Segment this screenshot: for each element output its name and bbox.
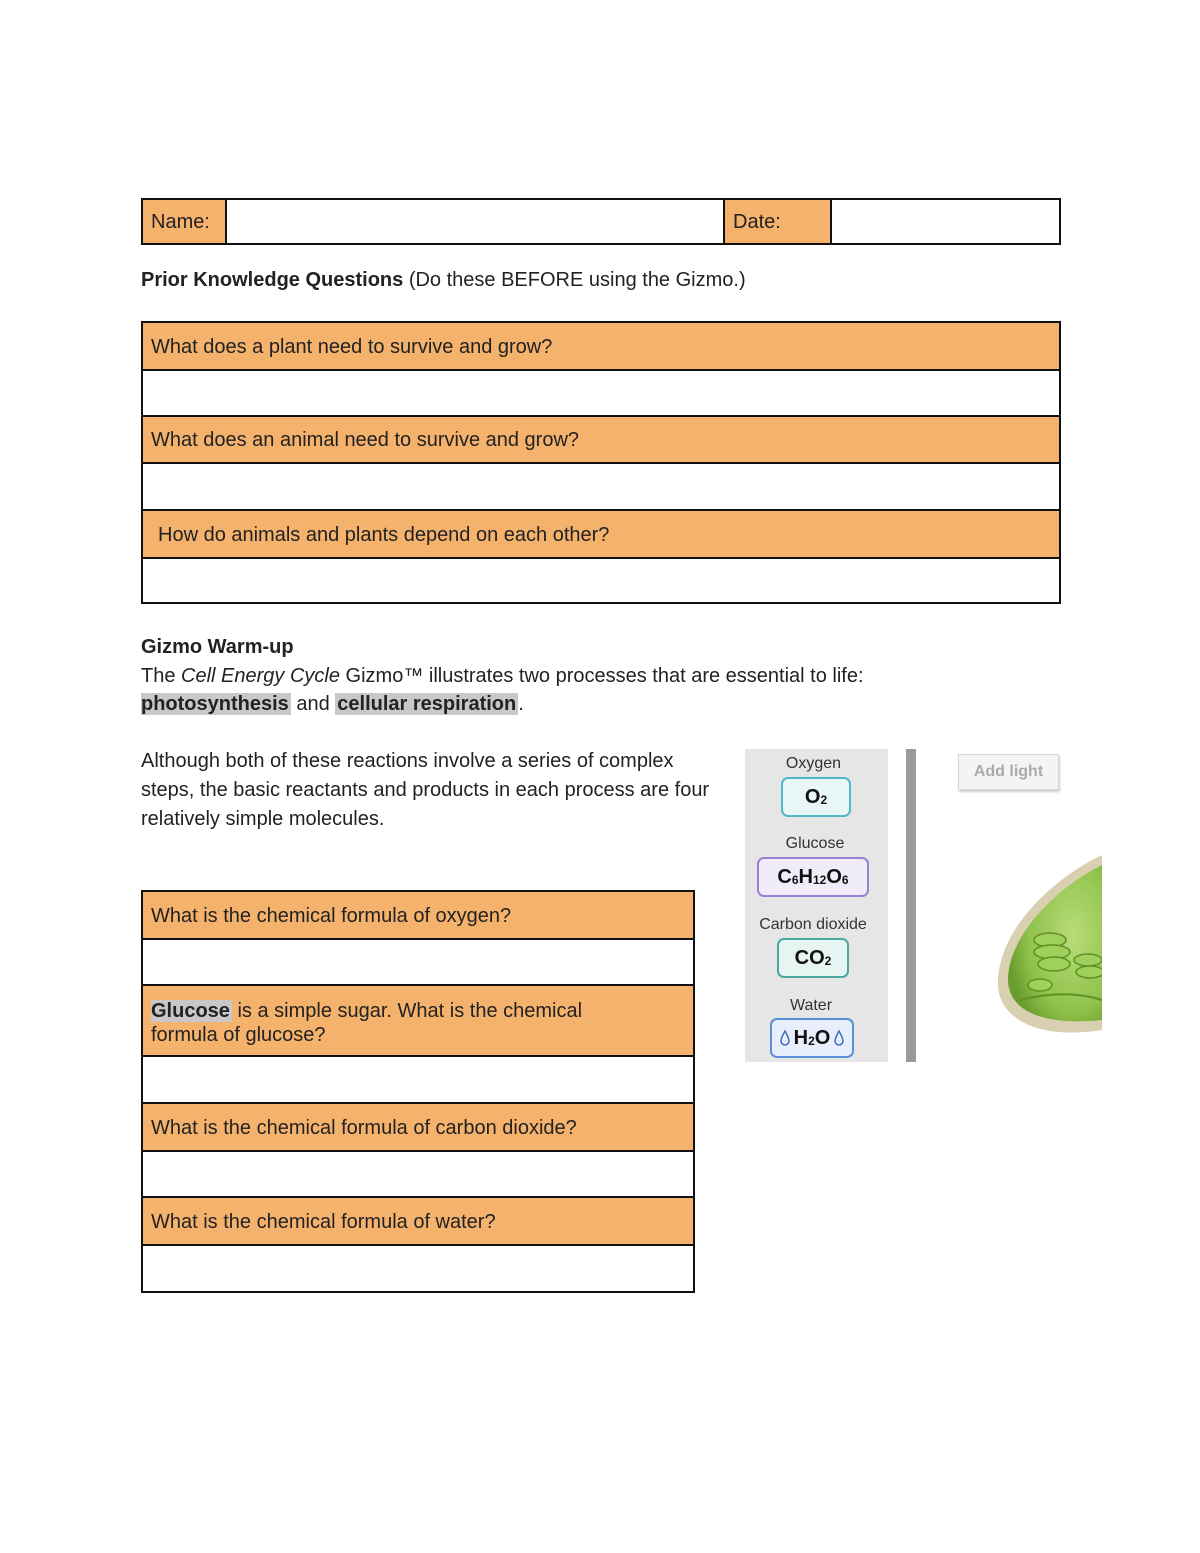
co2-label: Carbon dioxide xyxy=(759,916,867,933)
gizmo-molecule-panel xyxy=(745,749,888,1062)
prior-answer-1[interactable] xyxy=(141,369,1061,417)
glucose-molecule-button[interactable] xyxy=(757,857,869,897)
warmup-answer-4[interactable] xyxy=(141,1244,695,1293)
glucose-o-sub: 6 xyxy=(841,873,849,887)
term-and: and xyxy=(290,693,336,715)
co2-symbol: CO xyxy=(794,946,825,969)
term-photosynthesis: photosynthesis xyxy=(141,693,289,715)
prior-question-3 xyxy=(141,509,1061,559)
warmup-question-4-text: What is the chemical formula of water? xyxy=(151,1211,496,1233)
prior-heading-note: (Do these BEFORE using the Gizmo.) xyxy=(408,269,746,291)
glucose-label: Glucose xyxy=(785,835,845,852)
prior-answer-3[interactable] xyxy=(141,557,1061,604)
water-o: O xyxy=(814,1026,831,1049)
warmup-heading: Gizmo Warm-up xyxy=(141,636,294,658)
intro-post: Gizmo™ illustrates two processes that are essential to life: xyxy=(339,665,864,687)
oxygen-molecule-button[interactable] xyxy=(781,777,851,817)
warmup-question-3-text: What is the chemical formula of carbon dioxide? xyxy=(151,1117,577,1139)
glucose-highlight: Glucose xyxy=(151,1000,230,1022)
warmup-answer-3[interactable] xyxy=(141,1150,695,1198)
water-h: H xyxy=(793,1026,809,1049)
warmup-answer-2[interactable] xyxy=(141,1055,695,1104)
warmup-answer-1[interactable] xyxy=(141,938,695,986)
warmup-question-2 xyxy=(141,984,695,1057)
water-label: Water xyxy=(789,997,833,1014)
warmup-question-4 xyxy=(141,1196,695,1246)
prior-question-3-text: How do animals and plants depend on each other? xyxy=(158,524,610,546)
gizmo-divider xyxy=(906,749,916,1062)
prior-answer-2[interactable] xyxy=(141,462,1061,511)
warmup-question-2-text: is a simple sugar. What is the chemical formula of glucose? xyxy=(151,1000,583,1046)
o2-sub: 2 xyxy=(820,793,828,807)
glucose-h-sub: 12 xyxy=(812,873,827,887)
name-field[interactable] xyxy=(225,198,725,245)
warmup-paragraph: Although both of these reactions involve a series of complex steps, the basic reactants and products in each process are four relatively simple molecules. xyxy=(141,750,710,830)
prior-question-1-text: What does a plant need to survive and grow? xyxy=(151,336,553,358)
glucose-h: H xyxy=(798,865,813,888)
prior-question-1 xyxy=(141,321,1061,371)
name-label-cell xyxy=(141,198,227,245)
warmup-question-1 xyxy=(141,890,695,940)
glucose-o: O xyxy=(826,865,842,888)
date-label-cell xyxy=(723,198,832,245)
o2-symbol: O xyxy=(804,785,821,808)
date-field[interactable] xyxy=(830,198,1061,245)
prior-question-2 xyxy=(141,415,1061,464)
warmup-intro xyxy=(141,662,941,718)
prior-question-2-text: What does an animal need to survive and grow? xyxy=(151,429,580,451)
intro-pre: The xyxy=(141,665,182,687)
date-label: Date: xyxy=(733,211,781,233)
warmup-question-1-text: What is the chemical formula of oxygen? xyxy=(151,905,512,927)
term-cellular-respiration: cellular respiration xyxy=(337,693,517,715)
warmup-question-3 xyxy=(141,1102,695,1152)
chloroplast-illustration xyxy=(990,850,1102,1040)
gizmo-title: Cell Energy Cycle xyxy=(181,665,340,687)
co2-molecule-button[interactable] xyxy=(777,938,849,978)
name-label: Name: xyxy=(151,211,210,233)
add-light-button[interactable]: Add light xyxy=(958,754,1059,790)
glucose-c-sub: 6 xyxy=(791,873,799,887)
prior-heading-bold: Prior Knowledge Questions xyxy=(141,269,404,291)
oxygen-label: Oxygen xyxy=(785,755,842,772)
term-period: . xyxy=(518,693,524,715)
water-drop-icon xyxy=(834,1030,844,1046)
co2-sub: 2 xyxy=(824,954,832,968)
prior-knowledge-heading xyxy=(141,267,746,293)
water-molecule-button[interactable] xyxy=(770,1018,854,1058)
water-drop-icon xyxy=(780,1030,790,1046)
water-h-sub: 2 xyxy=(808,1034,815,1048)
glucose-c: C xyxy=(777,865,792,888)
